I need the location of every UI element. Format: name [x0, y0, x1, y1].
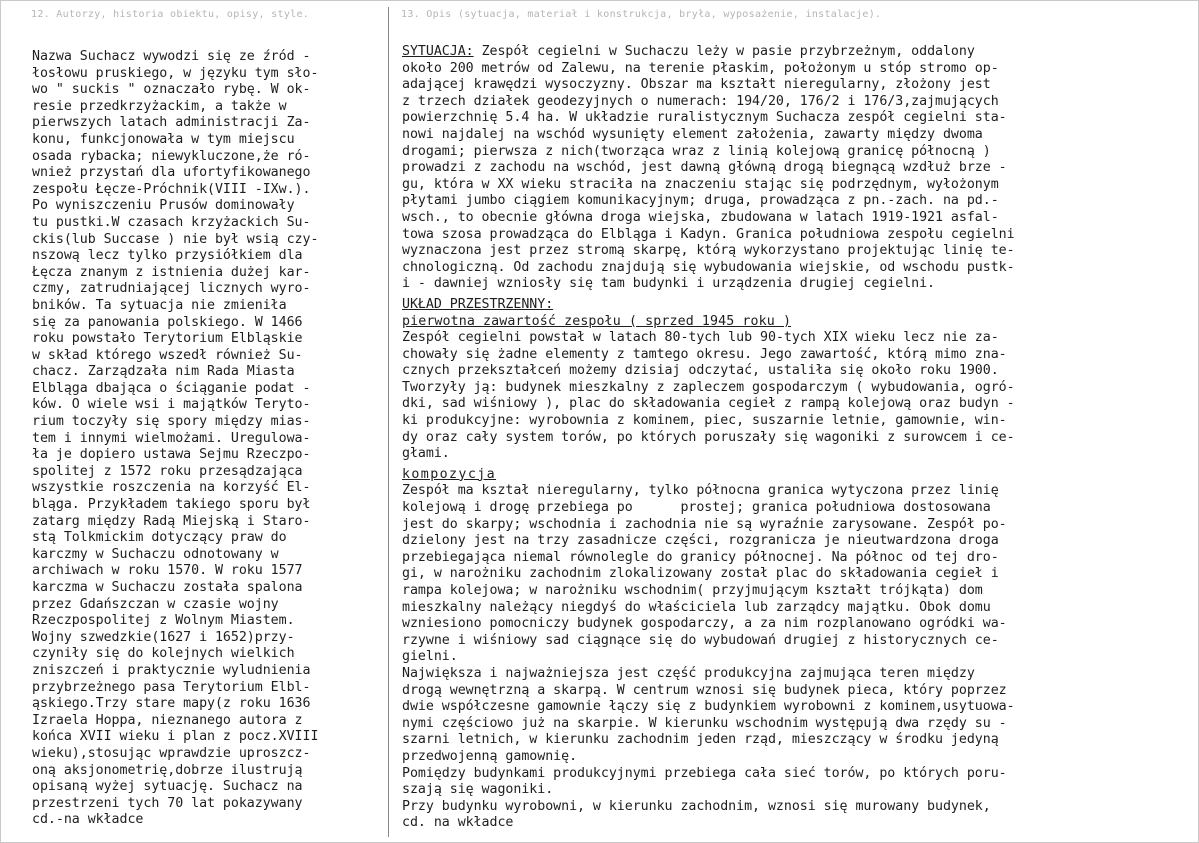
history-line: tem i innymi wielmożami. Uregulowa- [32, 430, 311, 446]
text-line: Tworzyły ją: budynek mieszkalny z zapleczem gospodarczym ( wybudowania, ogró- [402, 379, 1015, 395]
text-line: wzniesiono pomocniczy budynek gospodarczy, a za nim rozplanowano ogródki wa- [402, 616, 1007, 632]
history-line: czyniły się do kolejnych wielkich [32, 646, 295, 662]
history-line: zniszczeń i praktycznie wyludnienia [32, 662, 311, 678]
text-line: szarni letnich, w kierunku zachodnim jeden rząd, mieszczący w środku jedyną [402, 732, 999, 748]
history-line: roku powstało Terytorium Elbląskie [32, 331, 303, 347]
text-line: cznych przekształceń możemy dzisiaj odczytać, ustaliła się około roku 1900. [402, 363, 999, 379]
history-line: karczmy w Suchaczu odnotowany w [32, 546, 279, 562]
text-line: gu, która w XX wieku straciła na znaczeniu stając się podrzędnym, wyłożonym [402, 176, 999, 192]
history-line: pierwszych latach administracji Za- [32, 115, 311, 131]
history-line: Łęcza znanym z istnienia dużej kar- [32, 264, 311, 280]
text-line: drogą wewnętrzną a skarpą. W centrum wznosi się budynek pieca, który poprzez [402, 682, 1007, 698]
history-line: bląga. Przykładem takiego sporu był [32, 497, 311, 513]
history-line: Elbląga dbająca o ściąganie podat - [32, 380, 311, 396]
section-subtitle-pierwotna [402, 314, 1192, 331]
history-column [32, 49, 384, 829]
text-line: dki, sad wiśniowy ), plac do składowania cegieł z rampą kolejową oraz budyn - [402, 396, 1015, 412]
text-line: ki produkcyjne: wyrobownia z kominem, piec, suszarnie letnie, gamownie, win- [402, 413, 1007, 429]
text-line: rzywne i wiśniowy sad ciągnące się do wybudowań drugiej z historycznych ce- [402, 632, 999, 648]
text-line: drogami; pierwsza z nich(tworząca wraz z linią kolejową granicę północną ) [402, 143, 991, 159]
text-line: nowi najdalej na wschód wysunięty element założenia, zawarty między dwoma [402, 126, 983, 142]
history-line: końca XVII wieku i plan z pocz.XVIII [32, 729, 319, 745]
text-line: towa szosa prowadząca do Elbląga i Kadyn. Granica południowa zespołu cegielni [402, 226, 1015, 242]
history-line: przestrzeni tych 70 lat pokazywany [32, 795, 303, 811]
history-line: spolitej z 1572 roku przesądzająca [32, 463, 303, 479]
history-line: bników. Ta sytuacja nie zmieniła [32, 297, 287, 313]
text-line: prowadzi z zachodu na wschód, jest dawną główną drogą biegnącą wzdłuż brze - [402, 160, 1007, 176]
history-line: zespołu Łęcze-Próchnik(VIII -IXw.). [32, 181, 311, 197]
history-line: wszystkie roszczenia na korzyść El- [32, 480, 311, 496]
text-line: przebiegająca niemal równolegle do granicy północnej. Na północ od tej dro- [402, 549, 999, 565]
text-line: płytami jumbo ciągiem komunikacyjnym; druga, prowadząca z pn.-zach. na pd.- [402, 193, 999, 209]
history-line: łosłowu pruskiego, w języku tym sło- [32, 65, 319, 81]
kompozycja-title-text: kompozycja [402, 466, 497, 482]
history-line: w skład którego wszedł również Su- [32, 347, 303, 363]
history-line: wieku),stosując wprawdzie uproszcz- [32, 745, 311, 761]
section-kompozycja-body [402, 483, 1192, 831]
text-line: cd. na wkładce [402, 815, 514, 831]
text-line: Pomiędzy budynkami produkcyjnymi przebiega cała sieć torów, po których poru- [402, 765, 1007, 781]
history-line: Izraela Hoppa, nieznanego autora z [32, 712, 303, 728]
text-line: dzielony jest na trzy zasadnicze części, rozgranicza je nieutwardzona droga [402, 533, 999, 549]
sytuacja-first-text: Zespół cegielni w Suchaczu leży w pasie przybrzeżnym, oddalony [473, 44, 975, 59]
text-line: gi, w narożniku zachodnim zlokalizowany został plac do składowania cegieł i [402, 566, 999, 582]
history-line: rium toczyły się spory między mias- [32, 414, 311, 430]
section-title-kompozycja [402, 467, 1192, 484]
text-line: gielni. [402, 649, 458, 665]
history-line: tu pustki.W czasach krzyżackich Su- [32, 214, 311, 230]
text-line: adającej krawędzi wysoczyzny. Obszar ma kształt nieregularny, złożony jest [402, 77, 991, 93]
history-line: osada rybacka; niewykluczone,że ró- [32, 148, 311, 164]
text-line: wyznaczona jest przez stromą skarpę, którą wykorzystano projektując linię te- [402, 243, 1015, 259]
uklad-title-text: UKŁAD PRZESTRZENNY: [402, 296, 554, 312]
history-line: Po wyniszczeniu Prusów dominowały [32, 198, 295, 214]
text-line: Największa i najważniejsza jest część produkcyjna zajmująca teren między [402, 665, 975, 681]
history-line: ków. O wiele wsi i majątków Teryto- [32, 397, 311, 413]
description-column [402, 44, 1192, 832]
text-line: dwie współczesne gamownie łączy się z budynkiem wyrobowni z kominem,usytuowa- [402, 699, 1015, 715]
text-line: nymi częściowo już na skarpie. W kierunku wschodnim występują dwa rzędy su - [402, 715, 1007, 731]
text-line: chnologiczną. Od zachodu znajdują się wybudowania wiejskie, od wschodu pustk- [402, 259, 1015, 275]
history-line: nszową lecz tylko przysiółkiem dla [32, 248, 303, 264]
text-line: dy oraz cały system torów, po których poruszały się wagoniki z surowcem i ce- [402, 429, 1015, 445]
history-line: chacz. Zarządzała nim Rada Miasta [32, 364, 295, 380]
history-line: Wojny szwedzkie(1627 i 1652)przy- [32, 629, 295, 645]
text-line: około 200 metrów od Zalewu, na terenie płaskim, położonym u stóp stromo op- [402, 60, 999, 76]
history-line: się za panowania polskiego. W 1466 [32, 314, 303, 330]
history-line: wnież przystań dla ufortyfikowanego [32, 165, 311, 181]
text-line: z trzech działek geodezyjnych o numerach: 194/20, 176/2 i 176/3,zajmujących [402, 93, 999, 109]
text-line: wsch., to obecnie główna droga wiejska, zbudowana w latach 1919-1921 asfal- [402, 209, 999, 225]
history-line: ąskiego.Trzy stare mapy(z roku 1636 [32, 696, 311, 712]
section-uklad-body [402, 330, 1192, 463]
section-sytuacja-body [402, 61, 1192, 293]
history-line: wo " suckis " oznaczało rybę. W ok- [32, 82, 311, 98]
left-column-header: 12. Autorzy, historia obiektu, opisy, style. [31, 9, 310, 20]
history-line: opisaną wyżej sytuację. Suchacz na [32, 779, 303, 795]
history-line: czmy, zatrudniającej licznych wyro- [32, 281, 311, 297]
text-line: jest do skarpy; wschodnia i zachodnia nie są wyraźnie zarysowane. Zespół po- [402, 516, 1007, 532]
text-line: kolejową i drogę przebiega po prostej; granica południowa dostosowana [402, 500, 991, 516]
text-line: powierzchnię 5.4 ha. W układzie ruralistycznym Suchacza zespół cegielni sta- [402, 110, 1007, 126]
history-line: ckis(lub Succase ) nie był wsią czy- [32, 231, 319, 247]
history-line: oną aksjonometrię,dobrze ilustrują [32, 762, 303, 778]
history-line: Nazwa Suchacz wywodzi się ze źród - [32, 49, 311, 64]
section-title-sytuacja: SYTUACJA: [402, 44, 474, 59]
text-line: mieszkalny należący niegdyś do właściciela lub zarządcy majątku. Obok domu [402, 599, 991, 615]
history-line: archiwach w roku 1570. W roku 1577 [32, 563, 303, 579]
text-line: szają się wagoniki. [402, 782, 554, 798]
text-line: Zespół cegielni powstał w latach 80-tych lub 90-tych XIX wieku lecz nie za- [402, 330, 999, 346]
text-line: i - dawniej wzniosły się tam budynki i urządzenia drugiej cegielni. [402, 276, 936, 292]
uklad-subtitle-text: pierwotna zawartość zespołu ( sprzed 1945 roku ) [402, 313, 792, 329]
section-title-uklad [402, 297, 1192, 314]
right-column-header: 13. Opis (sytuacja, materiał i konstrukcja, bryła, wyposażenie, instalacje). [401, 9, 882, 20]
history-line: karczma w Suchaczu została spalona [32, 580, 303, 595]
text-line: głami. [402, 446, 450, 462]
history-line: Rzeczpospolitej z Wolnym Miastem. [32, 613, 295, 629]
column-divider [388, 7, 389, 837]
text-line: rampa kolejowa; w narożniku wschodnim( przyjmującym kształt trójkąta) dom [402, 583, 983, 598]
history-line: przez Gdańszczan w czasie wojny [32, 596, 279, 612]
text-line: Zespół ma kształ nieregularny, tylko północna granica wytyczona przez linię [402, 483, 999, 499]
history-line: stą Tolkmickim dotyczący praw do [32, 530, 287, 546]
text-line: chowały się żadne elementy z tamtego okresu. Jego zawartość, którą mimo zna- [402, 346, 1007, 362]
history-line: cd.-na wkładce [32, 812, 144, 828]
text-line: Przy budynku wyrobowni, w kierunku zachodnim, wznosi się murowany budynek, [402, 798, 991, 814]
history-line: przybrzeżnego pasa Terytorium Elbl- [32, 679, 311, 695]
history-line: ła je dopiero ustawa Sejmu Rzeczpo- [32, 447, 311, 463]
text-line: przedwojenną gamownię. [402, 748, 578, 764]
history-line: zatarg między Radą Miejską i Staro- [32, 513, 311, 529]
history-line: resie przedkrzyżackim, a także w [32, 98, 287, 114]
section-sytuacja-first-line [402, 44, 1192, 61]
history-line: konu, funkcjonowała w tym miejscu [32, 131, 295, 147]
